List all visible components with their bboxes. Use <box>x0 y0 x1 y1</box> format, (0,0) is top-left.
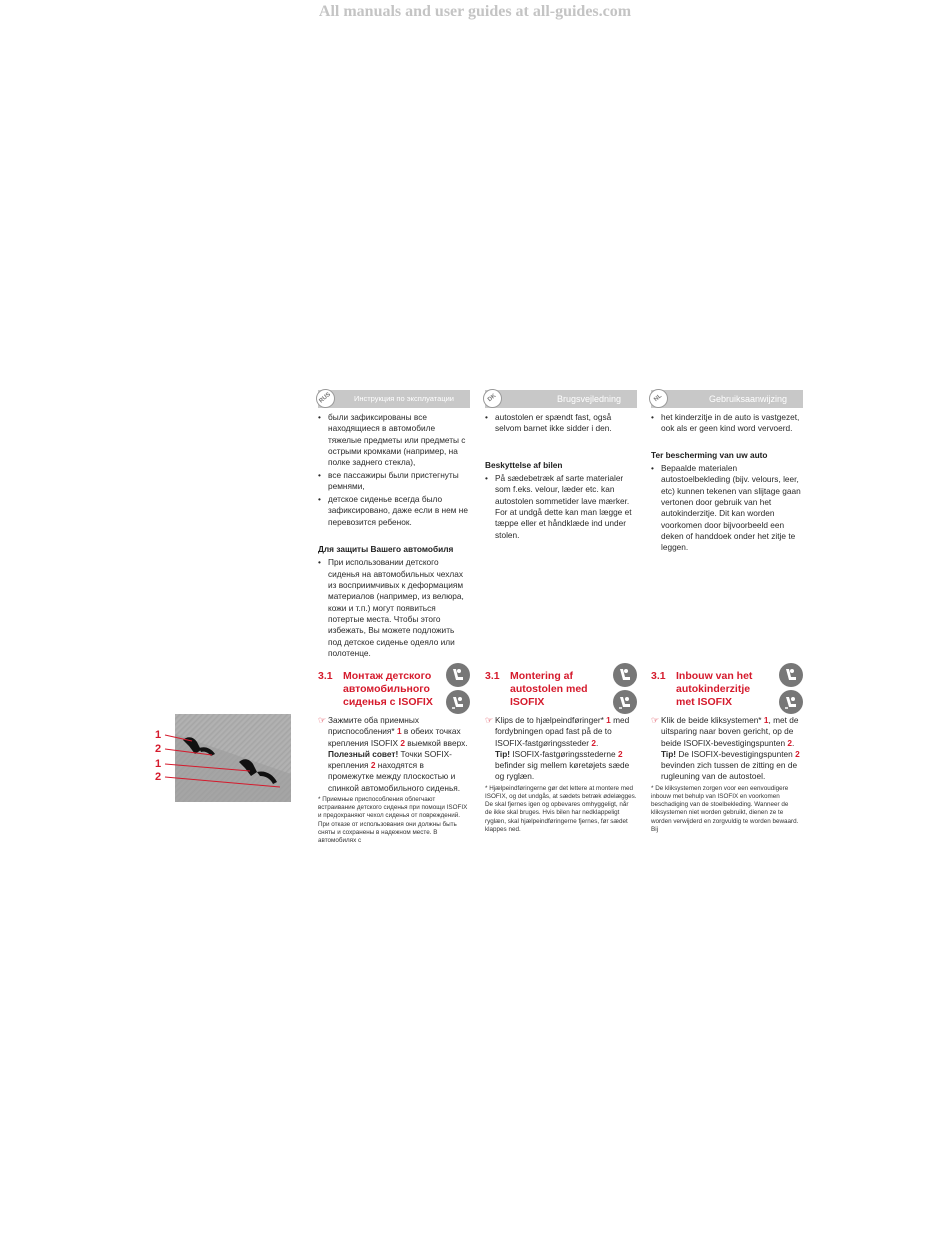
instruction-step: ☞ Зажмите оба приемных приспособления* 1 в обеих точках крепления ISOFIX 2 выемкой вверх. Полезный совет! Точки SOFIX-крепления 2 находятся в промежутке между плоскостью и спинкой автомобильного сиденья. <box>318 715 468 793</box>
section-number: 3.1 <box>485 670 500 682</box>
child-seat-icon <box>446 663 470 687</box>
instruction-step: ☞ Klips de to hjælpeindføringer* 1 med fordybningen opad fast på de to ISOFIX-fastgøringssteder 2. Tip! ISOFIX-fastgøringsstederne 2 befinder sig mellem køretøjets sæde og ryglæn. <box>485 715 630 782</box>
child-seat-isofix-icon <box>613 690 637 714</box>
language-badge-nl: NL <box>645 385 672 412</box>
bullet-list <box>485 473 637 541</box>
language-header-dk <box>485 390 637 408</box>
subheading: Для защиты Вашего автомобиля <box>318 544 454 555</box>
header-title: Brugsvejledning <box>556 394 621 404</box>
list-item: • были зафиксированы все находящиеся в автомобиле тяжелые предметы или предметы с острыми кромками (например, на полке заднего стекла), <box>318 412 470 468</box>
instruction-step: ☞ Klik de beide kliksystemen* 1, met de uitsparing naar boven gericht, op de beide ISOFIX-bevestigingspunten 2. Tip! De ISOFIX-bevestigingspunten 2 bevinden zich tussen de zitting en de rugleuning van de autostoel. <box>651 715 800 782</box>
figure-label-1: 1 <box>155 758 162 770</box>
subheading: Beskyttelse af bilen <box>485 460 563 471</box>
child-seat-icon <box>779 663 803 687</box>
section-title: Монтаж детского автомобильного сиденья с ISOFIX <box>343 670 433 708</box>
child-seat-isofix-icon <box>779 690 803 714</box>
language-badge-rus: RUS <box>312 385 339 412</box>
bullet-list <box>651 463 803 553</box>
figure-leader-lines <box>150 725 290 795</box>
figure-label-2: 2 <box>155 743 162 755</box>
child-seat-icon <box>613 663 637 687</box>
language-header-rus <box>318 390 470 408</box>
section-title: Montering af autostolen med ISOFIX <box>510 670 588 708</box>
list-item: • детское сиденье всегда было зафиксировано, даже если в нем не перевозится ребенок. <box>318 494 470 528</box>
list-item: • På sædebetræk af sarte materialer som f.eks. velour, læder etc. kan autostolen sommetider lave mærker. For at undgå dette kan man lægge et tæppe eller et håndklæde ind under stolen. <box>485 473 637 541</box>
list-item: • Bepaalde materialen autostoelbekleding (bijv. velours, leer, etc) kunnen tekenen van slijtage gaan vertonen door gebruik van het autokinderzitje. Dit kan worden voorkomen door bijvoorbeeld een deken of handdoek onder het zitje te leggen. <box>651 463 803 553</box>
pointer-hand-icon: ☞ <box>651 715 660 725</box>
pointer-hand-icon: ☞ <box>318 715 327 725</box>
list-item: • При использовании детского сиденья на автомобильных чехлах из восприимчивых к деформациям материалов (например, из велюра, кожи и т.п.) могут появиться потертые места. Чтобы этого избежать, Вы можете подложить под детское сиденье одеяло или полотенце. <box>318 557 470 659</box>
list-item: • все пассажиры были пристегнуты ремнями, <box>318 470 470 493</box>
bullet-list <box>318 412 470 528</box>
subheading: Ter bescherming van uw auto <box>651 450 768 461</box>
section-icons <box>613 663 639 717</box>
header-title: Инструкция по эксплуатации <box>353 394 454 403</box>
watermark: All manuals and user guides at all-guides.com <box>318 3 632 20</box>
column-rus <box>318 390 470 661</box>
bullet-list <box>318 557 470 659</box>
section-icons <box>446 663 472 717</box>
section-number: 3.1 <box>318 670 333 682</box>
column-nl <box>651 390 803 555</box>
list-item: • autostolen er spændt fast, også selvom barnet ikke sidder i den. <box>485 412 637 435</box>
bullet-list <box>485 412 637 435</box>
section-dk <box>485 666 637 834</box>
pointer-hand-icon: ☞ <box>485 715 494 725</box>
footnote: * Приемные приспособления облегчают встраивание детского сиденья при помощи ISOFIX и предохраняют чехол сиденья от повреждений. При отказе от использования они должны быть сняты и сохранены в надежном месте. В автомобилях с <box>318 796 468 845</box>
footnote: * De kliksystemen zorgen voor een eenvoudigere inbouw met behulp van ISOFIX en voorkomen beschadiging van de stoelbekleding. Wanneer de kliksystemen niet worden gebruikt, dienen ze te worden verwijderd en zorgvuldig te worden bewaard. Bij <box>651 784 799 833</box>
section-title: Inbouw van het autokinderzitje met ISOFIX <box>676 670 753 708</box>
footnote: * Hjælpeindføringerne gør det lettere at montere med ISOFIX, og det undgås, at sædets betræk ødelægges. De skal fjernes igen og opbevares omhyggeligt, når de ikke skal bruges. Hvis bilen har nedklappeligt ryglæn, skal hjælpeindføringerne fjernes, før sædet klappes ned. <box>485 784 637 833</box>
bullet-list <box>651 412 803 435</box>
figure-label-1: 1 <box>155 729 162 741</box>
language-header-nl <box>651 390 803 408</box>
column-dk <box>485 390 637 542</box>
section-icons <box>779 663 805 717</box>
language-badge-dk: DK <box>479 385 506 412</box>
child-seat-isofix-icon <box>446 690 470 714</box>
section-rus <box>318 666 470 845</box>
section-number: 3.1 <box>651 670 666 682</box>
figure-label-2: 2 <box>155 771 162 783</box>
header-title: Gebruiksaanwijzing <box>708 394 787 404</box>
list-item: • het kinderzitje in de auto is vastgezet, ook als er geen kind word vervoerd. <box>651 412 803 435</box>
section-nl <box>651 666 803 834</box>
